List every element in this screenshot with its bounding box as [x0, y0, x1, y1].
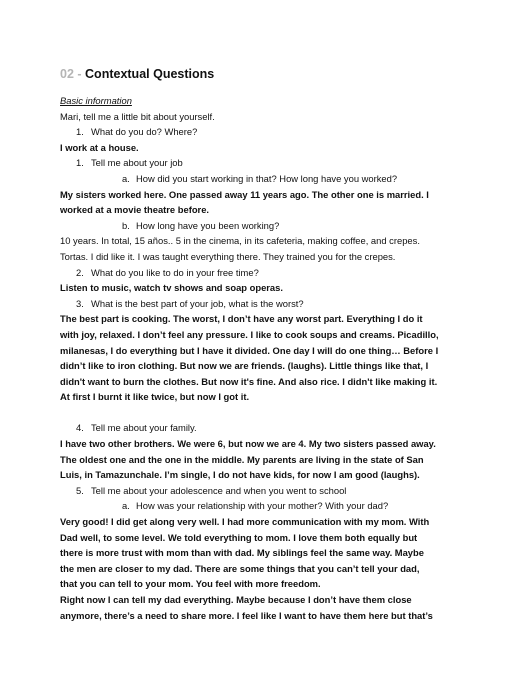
question-letter: a.: [122, 172, 130, 184]
question-text: How was your relationship with your mother? With your dad?: [136, 500, 389, 512]
heading-title: Contextual Questions: [85, 67, 215, 81]
question-letter: a.: [122, 500, 130, 512]
answer-line: Luis, in Tamazunchale. I’m single, I do not have kids, for now I am good (laughs).: [60, 469, 420, 481]
answer-line: Tortas. I did like it. I was taught everything there. They trained you for the crepes.: [60, 250, 396, 262]
question-5: [60, 420, 472, 436]
question-3: [60, 265, 472, 281]
question-2: [60, 155, 472, 171]
answer-line: The best part is cooking. The worst, I don’t have any worst part. Everything I do it: [60, 313, 423, 325]
answer-line: The oldest one and the one in the middle. My parents are living in the state of San: [60, 453, 424, 465]
answer-line: the men are closer to my dad. There are some things that you can’t tell your dad,: [60, 562, 420, 574]
document-page: [60, 66, 472, 623]
question-number: 1.: [76, 157, 84, 169]
answer-line: with joy, relaxed. I don’t feel any pressure. I like to cook soups and creams. Picadillo,: [60, 328, 439, 340]
question-text: What do you do? Where?: [91, 126, 198, 138]
question-number: 3.: [76, 297, 84, 309]
answer-line: milanesas, I do everything but I have it divided. One day I will do one thing… Before I: [60, 344, 439, 356]
question-text: How did you start working in that? How long have you worked?: [136, 172, 398, 184]
question-2a: [60, 171, 472, 187]
question-text: Tell me about your job: [91, 157, 183, 169]
answer-line: Dad well, to some level. We told everything to mom. I love them both equally but: [60, 531, 418, 543]
question-letter: b.: [122, 219, 130, 231]
page-heading: [60, 66, 472, 82]
answer-line: 10 years. In total, 15 años.. 5 in the cinema, in its cafeteria, making coffee, and crepes.: [60, 235, 420, 247]
question-4: [60, 296, 472, 312]
answer-line: I have two other brothers. We were 6, but now we are 4. My two sisters passed away.: [60, 438, 436, 450]
question-number: 1.: [76, 126, 84, 138]
question-number: 4.: [76, 422, 84, 434]
question-text: How long have you been working?: [136, 219, 280, 231]
question-text: What is the best part of your job, what is the worst?: [91, 297, 304, 309]
question-text: What do you like to do in your free time?: [91, 266, 259, 278]
question-1: [60, 124, 472, 140]
answer-line: didn't want to burn the clothes. But now it's fine. And also rice. I didn't like making it.: [60, 375, 438, 387]
answer-line: anymore, there’s a need to share more. I feel like I want to have them here but that’s: [60, 609, 433, 621]
question-text: Tell me about your adolescence and when you went to school: [91, 484, 347, 496]
answer-1: I work at a house.: [60, 141, 139, 153]
intro-text: Mari, tell me a little bit about yourself.: [60, 110, 215, 122]
question-number: 5.: [76, 484, 84, 496]
answer-line: Right now I can tell my dad everything. Maybe because I don’t have them close: [60, 594, 412, 605]
answer-line: there is more trust with mom than with dad. My siblings feel the same way. Maybe: [60, 547, 424, 559]
question-6a: [60, 498, 472, 514]
answer-line: didn’t like to iron clothing. But now we are friends. (laughs). Little things like that, I: [60, 360, 429, 372]
answer-line: My sisters worked here. One passed away 11 years ago. The other one is married. I: [60, 188, 429, 200]
question-text: Tell me about your family.: [91, 422, 197, 434]
answer-line: At first I burnt it like twice, but now I got it.: [60, 391, 250, 403]
paragraph-gap: [60, 405, 472, 421]
section-label: Basic information: [60, 95, 132, 106]
heading-number: 02 -: [60, 67, 82, 81]
answer-line: Very good! I did get along very well. I had more communication with my mom. With: [60, 516, 430, 528]
answer-line: that you can tell to your mom. You feel with more freedom.: [60, 578, 321, 590]
question-number: 2.: [76, 266, 84, 278]
answer-line: worked at a movie theatre before.: [60, 204, 210, 216]
answer-3: Listen to music, watch tv shows and soap operas.: [60, 282, 283, 294]
question-2b: [60, 218, 472, 234]
question-6: [60, 483, 472, 499]
